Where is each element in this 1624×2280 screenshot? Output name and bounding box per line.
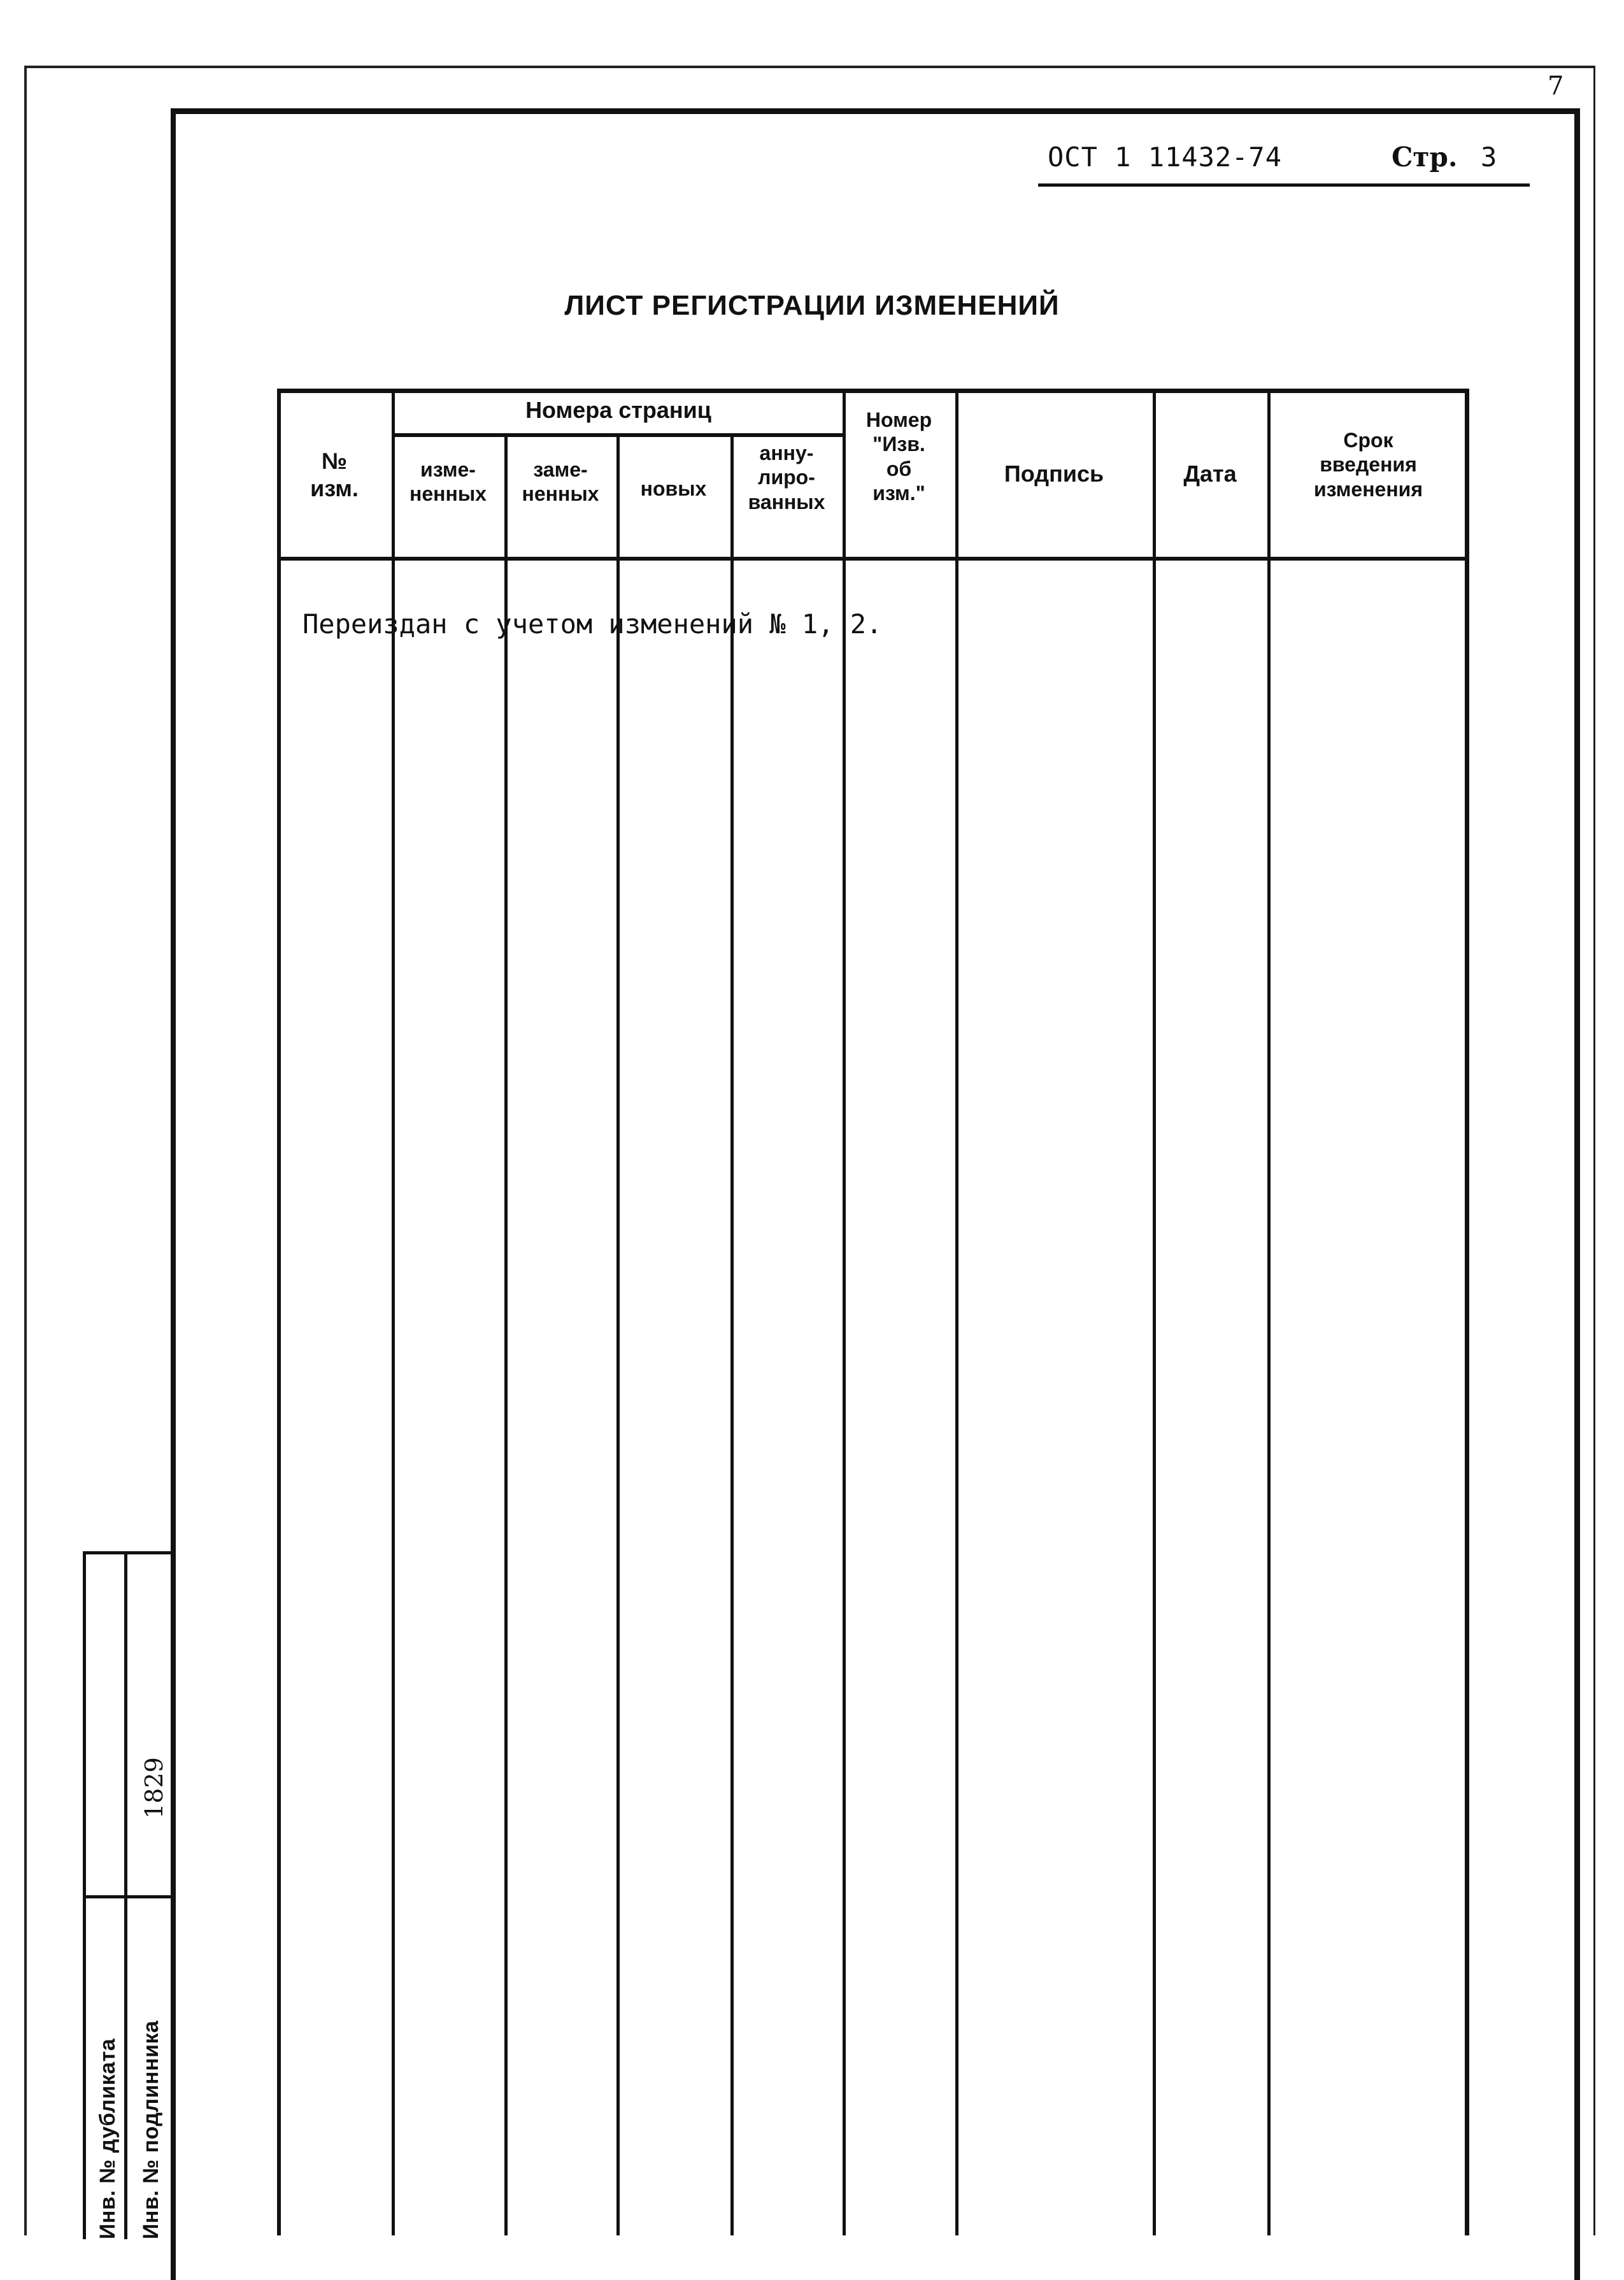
- header-changed: изме- ненных: [410, 458, 487, 506]
- header-annulled: анну- лиро- ванных: [748, 441, 825, 513]
- original-inventory-number: 1829: [140, 1757, 168, 1819]
- table-divider: [1153, 389, 1156, 2235]
- table-frame: [277, 389, 1469, 2235]
- table-divider: [392, 389, 395, 2235]
- table-divider: [504, 433, 508, 2235]
- header-term: Срок введения изменения: [1313, 429, 1423, 501]
- outer-frame-right: [1593, 66, 1595, 2235]
- duplicate-inventory-label: Инв. № дубликата: [96, 2038, 120, 2239]
- header-notice-no: Номер "Изв. об изм.": [865, 408, 932, 505]
- sheet-number: 7: [1548, 71, 1564, 101]
- page-title: ЛИСТ РЕГИСТРАЦИИ ИЗМЕНЕНИЙ: [564, 290, 1060, 321]
- table-divider: [1267, 389, 1271, 2235]
- page-number: 3: [1481, 141, 1497, 173]
- page-label: Стр.: [1392, 141, 1458, 173]
- table-divider: [730, 433, 734, 2235]
- header-change-no: № изм.: [310, 448, 359, 502]
- header-date: Дата: [1183, 461, 1237, 487]
- outer-frame-top: [24, 66, 1595, 68]
- side-stamp: [83, 1551, 172, 2239]
- header-new: новых: [640, 477, 707, 500]
- original-inventory-label: Инв. № подлинника: [139, 2020, 163, 2239]
- table-divider: [616, 433, 620, 2235]
- document-code: ОСТ 1 11432-74: [1048, 141, 1283, 173]
- change-registration-table: [277, 389, 1469, 2235]
- header-bottom-rule: [277, 557, 1469, 561]
- table-divider: [843, 389, 846, 2235]
- reissue-note: Переиздан с учетом изменений № 1, 2.: [303, 608, 883, 640]
- pages-group-rule: [392, 433, 845, 437]
- header-underline: [1038, 183, 1530, 187]
- header-signature: Подпись: [1004, 461, 1104, 487]
- table-divider: [955, 389, 958, 2235]
- outer-frame-left: [24, 66, 27, 2235]
- header-pages-group: Номера страниц: [525, 397, 711, 423]
- header-replaced: заме- ненных: [522, 458, 599, 506]
